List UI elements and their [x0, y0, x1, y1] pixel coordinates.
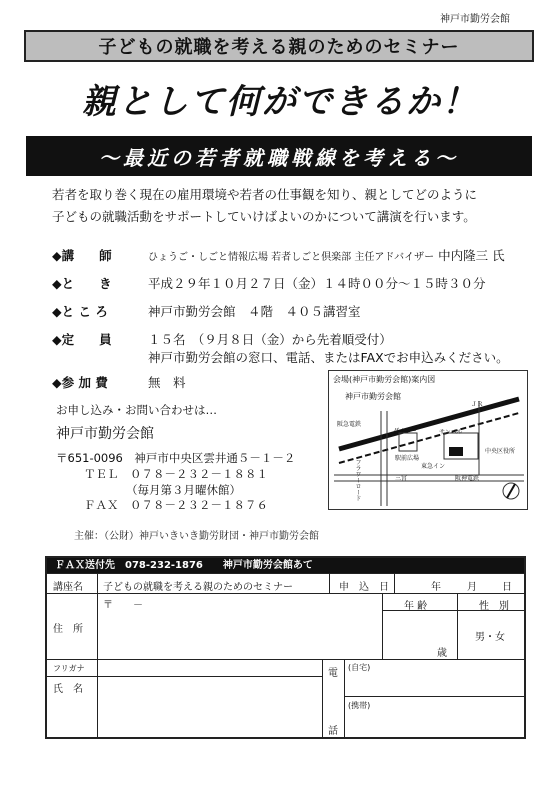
mobile-phone-label: (携帯) [348, 701, 371, 710]
contact-name: 神戸市勤労会館 [56, 426, 154, 442]
subtitle: ～最近の若者就職戦線を考える～ [99, 145, 459, 170]
form-rule [47, 676, 322, 677]
name-label: 氏 名 [53, 684, 83, 695]
fee-value: 無 料 [148, 375, 186, 390]
postal-mark: 〒 － [103, 600, 143, 611]
form-rule [382, 593, 383, 659]
map-label: 駅前広場 [395, 455, 420, 462]
phone-label-top: 電 [328, 668, 338, 679]
lecturer-row [52, 246, 505, 264]
date-label: ◆と き [52, 276, 112, 291]
lecturer-affiliation: ひょうご・しごと情報広場 若者しごと倶楽部 主任アドバイザー [148, 252, 435, 263]
apply-month-unit: 月 [467, 582, 477, 593]
contact-closed: （毎月第３月曜休館） [126, 483, 241, 497]
place-row [52, 302, 361, 320]
phone-label-bottom: 話 [328, 726, 338, 737]
apply-date-label: 申 込 日 [339, 582, 389, 593]
age-input[interactable] [385, 612, 453, 642]
capacity-label: ◆定 員 [52, 332, 112, 347]
venue-marker [449, 447, 463, 456]
course-label: 講座名 [53, 582, 83, 593]
fee-row [52, 373, 186, 391]
map-label: 阪急電鉄 [337, 421, 362, 428]
capacity-row [52, 330, 509, 366]
map-label: 阪神電鉄 [455, 475, 480, 482]
seminar-title: 子どもの就職を考える親のためのセミナー [98, 37, 460, 58]
form-rule [344, 696, 526, 697]
form-rule [394, 573, 395, 593]
map-label: フラワーロード [354, 459, 361, 501]
form-rule [329, 573, 330, 593]
gender-options[interactable]: 男・女 [475, 632, 505, 643]
intro-line: 若者を取り巻く現在の雇用環境や若者の仕事観を知り、親としてどのように [52, 187, 478, 202]
place-label: ◆と こ ろ [52, 304, 108, 319]
contact-lead: お申し込み・お問い合わせは… [56, 403, 217, 417]
subtitle-banner [26, 136, 532, 176]
form-rule [47, 573, 524, 574]
access-map [328, 370, 528, 510]
name-input[interactable] [101, 680, 319, 736]
age-unit: 歳 [437, 648, 447, 659]
map-label: ダイエー [393, 428, 417, 435]
intro-text [52, 184, 522, 228]
furigana-label: フリガナ [53, 664, 85, 673]
form-rule [322, 659, 323, 739]
course-value: 子どもの就職を考える親のためのセミナー [103, 582, 293, 593]
form-header: ＦＡＸ送付先 078-232-1876 神戸市勤労会館あて [47, 558, 524, 573]
form-rule [47, 659, 524, 660]
lecturer-name: 中内隆三 氏 [438, 248, 505, 263]
form-rule [97, 573, 98, 659]
map-caption: 会場(神戸市勤労会館)案内図 [333, 375, 436, 384]
fax-application-form [45, 556, 526, 739]
map-label: ＪＲ [471, 401, 484, 408]
place-value: 神戸市勤労会館 ４階 ４０５講習室 [148, 304, 361, 319]
furigana-input[interactable] [101, 661, 319, 674]
map-label: サンパル [439, 429, 463, 436]
apply-day-unit: 日 [502, 582, 512, 593]
railway-line [339, 399, 519, 449]
compass-needle [507, 484, 515, 498]
apply-year-unit: 年 [431, 582, 441, 593]
date-row [52, 274, 486, 292]
age-label: 年 齢 [404, 601, 428, 612]
map-label: 中央区役所 [485, 448, 516, 455]
sponsor-text: 主催：（公財）神戸いきいき勤労財団・神戸市勤労会館 [74, 531, 319, 542]
capacity-value: １５名 （９月８日（金）から先着順受付） [148, 332, 392, 347]
gender-label: 性 別 [479, 601, 509, 612]
railway-line [339, 413, 519, 463]
form-rule [97, 659, 98, 739]
fee-label: ◆参 加 費 [52, 375, 108, 390]
home-phone-input[interactable] [348, 672, 522, 694]
contact-tel: ＴＥＬ ０７８－２３２－１８８１ [84, 467, 268, 481]
address-input[interactable] [103, 608, 377, 656]
form-rule [457, 593, 458, 659]
map-venue-label: 神戸市勤労会館 [345, 392, 401, 401]
mobile-phone-input[interactable] [348, 710, 522, 736]
seminar-title-banner [24, 30, 534, 62]
organization-name: 神戸市勤労会館 [440, 14, 510, 25]
address-label: 住 所 [53, 624, 83, 635]
date-value: 平成２９年１０月２７日（金）１４時００分～１５時３０分 [148, 276, 486, 291]
home-phone-label: (自宅) [348, 663, 371, 672]
form-rule [47, 593, 524, 594]
form-rule [344, 659, 345, 739]
map-label: 三宮 [395, 475, 408, 482]
contact-address: 〒651-0096 神戸市中央区雲井通５－１－２ [56, 451, 296, 465]
headline: 親として何ができるか！ [82, 82, 478, 122]
intro-line: 子どもの就職活動をサポートしていけばよいのかについて講演を行います。 [52, 209, 476, 224]
building [399, 433, 417, 451]
map-label: 東急イン [421, 463, 446, 470]
capacity-note: 神戸市勤労会館の窓口、電話、またはFAXでお申込みください。 [148, 350, 509, 365]
contact-fax: ＦＡＸ ０７８－２３２－１８７６ [84, 498, 268, 512]
lecturer-label: ◆講 師 [52, 248, 112, 263]
